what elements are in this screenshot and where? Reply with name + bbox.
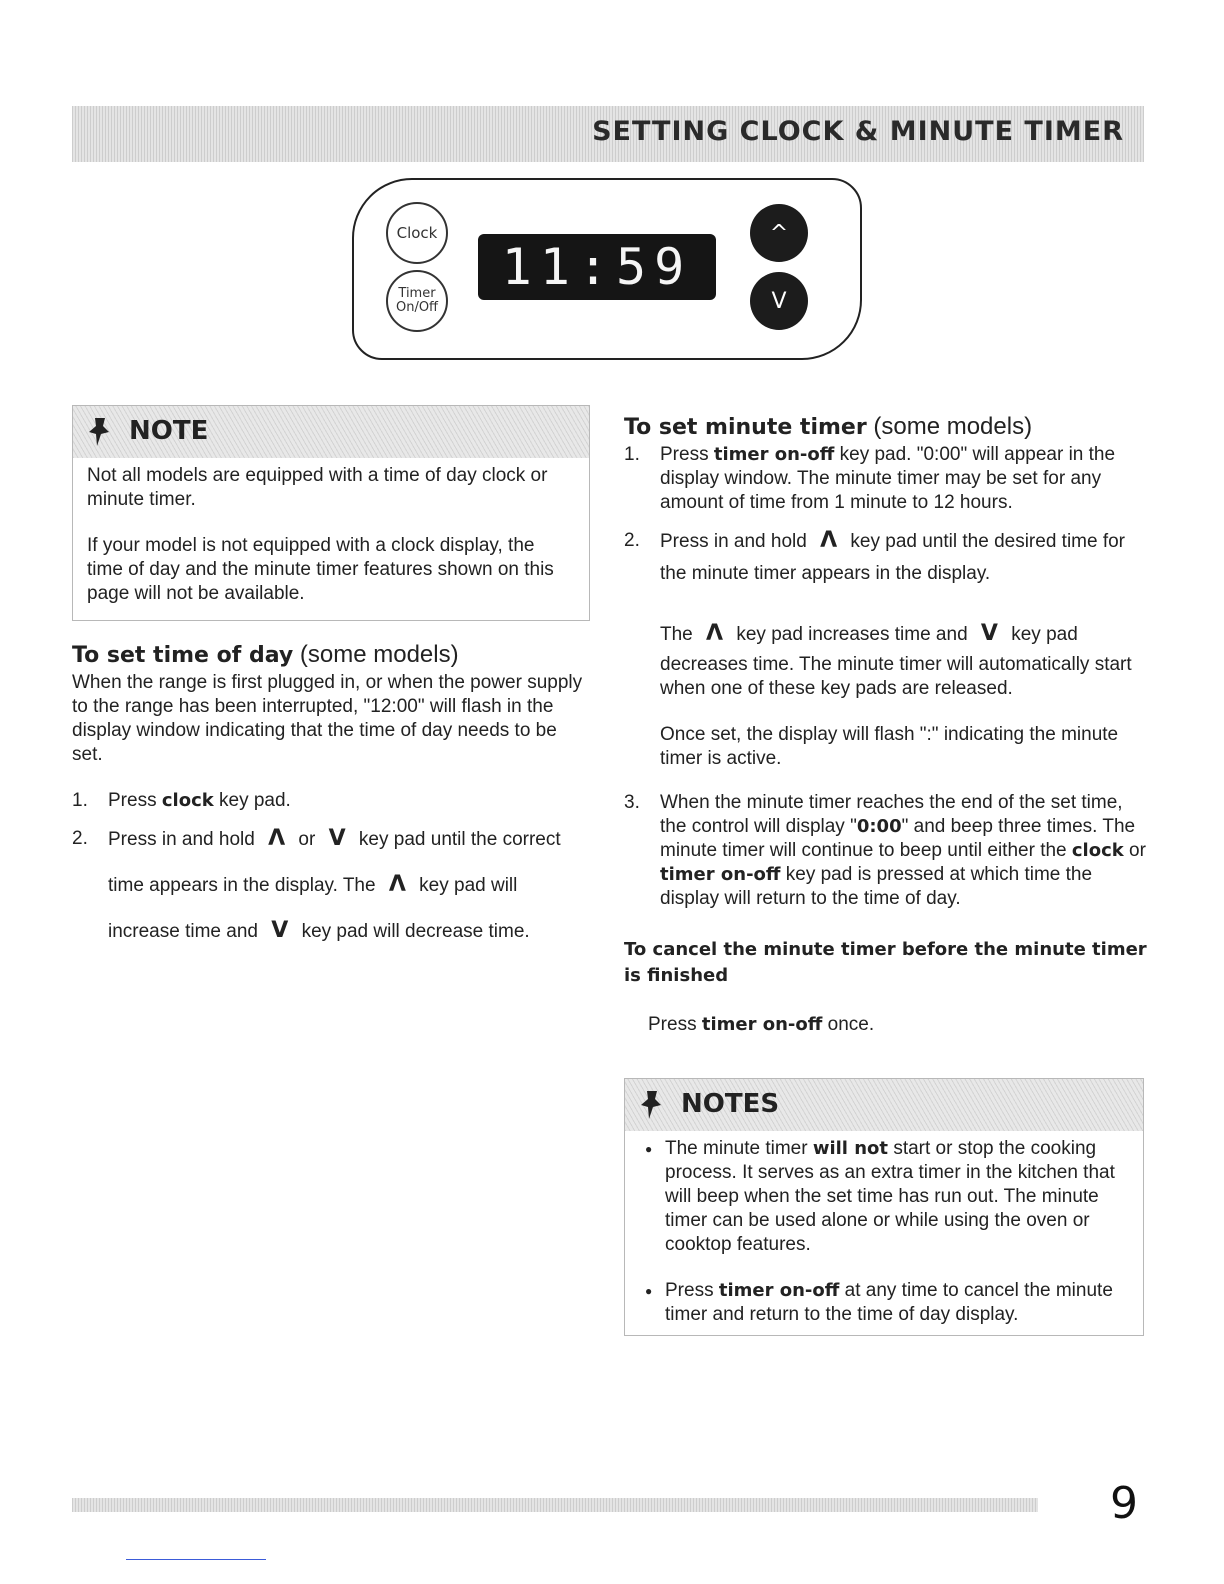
clock-key-label: Clock <box>396 224 438 242</box>
step-text: " and beep three times. The minute timer will continue to beep until either the <box>660 816 1136 861</box>
notes-emphasis: will not <box>812 1138 889 1159</box>
section-header-bar <box>72 106 1144 162</box>
notes-item <box>639 1279 1129 1327</box>
minute-timer-step-3 <box>624 791 1148 911</box>
up-arrow-icon: Λ <box>268 826 286 851</box>
time-of-day-intro: When the range is first plugged in, or when the power supply to the range has been interrupted, "12:00" will flash in the display window indicating that the time of day needs to be set. <box>72 672 583 765</box>
minute-timer-section <box>624 412 1148 1037</box>
note-paragraph: If your model is not equipped with a clock display, the time of day and the minute timer features shown on this page will not be available. <box>87 535 554 604</box>
info-text: key pad <box>1011 624 1078 645</box>
minute-timer-step-1 <box>624 443 1148 515</box>
step-text: key pad. "0:00" will appear in the display window. The minute timer may be set for any amount of time from 1 minute to 12 hours. <box>660 444 1116 513</box>
step-number: 3. <box>624 792 640 813</box>
cancel-timer-instruction <box>624 1013 1148 1037</box>
notes-item <box>639 1137 1129 1257</box>
up-arrow-icon: Λ <box>388 872 406 897</box>
pushpin-icon <box>639 1089 669 1126</box>
time-of-day-subtitle: (some models) <box>299 641 459 668</box>
notes-text: at any time to cancel the minute timer and return to the time of day display. <box>665 1280 1113 1325</box>
down-arrow-icon: V <box>271 918 289 943</box>
step-text: key pad is pressed at which time the display will return to the time of day. <box>660 864 1093 909</box>
notes-label: NOTES <box>681 1089 780 1119</box>
timer-keyword: timer on-off <box>713 444 835 465</box>
step-text: Press <box>660 444 709 465</box>
cancel-timer-heading: To cancel the minute timer before the minute timer is finished <box>624 939 1147 986</box>
time-display: 11:59 <box>478 234 716 300</box>
minute-timer-info <box>624 622 1148 771</box>
time-of-day-step-2 <box>72 827 592 944</box>
notes-text: The minute timer <box>665 1138 808 1159</box>
time-of-day-section <box>72 640 592 944</box>
note-label: NOTE <box>129 416 209 446</box>
minute-timer-subtitle: (some models) <box>873 413 1033 440</box>
timer-key-label-line1: Timer <box>398 286 436 301</box>
minute-timer-heading <box>624 412 1148 443</box>
control-panel-illustration <box>352 178 862 360</box>
info-text: decreases time. The minute timer will automatically start when one of these key pads are released. <box>660 654 1132 699</box>
timer-key-label-line2: On/Off <box>395 300 439 315</box>
page-title: SETTING CLOCK & MINUTE TIMER <box>592 116 1124 147</box>
step-number: 1. <box>624 444 640 465</box>
down-arrow-icon: V <box>328 826 346 851</box>
step-text: or <box>298 829 316 850</box>
step-text: key pad until the desired time for <box>850 531 1126 552</box>
step-text: time appears in the display. The <box>108 875 376 896</box>
down-arrow-icon: V <box>980 621 998 646</box>
step-text: or <box>1129 840 1146 861</box>
step-text: When the minute timer reaches the end of the set time, the control will display " <box>660 792 1123 837</box>
clock-keyword: clock <box>161 790 214 811</box>
notes-box <box>624 1078 1144 1336</box>
display-value: 0:00 <box>856 816 902 837</box>
time-of-day-heading <box>72 640 592 671</box>
info-text: The <box>660 624 693 645</box>
step-text: Press in and hold <box>660 531 807 552</box>
time-of-day-title: To set time of day <box>72 643 294 668</box>
step-number: 2. <box>624 530 640 551</box>
notes-text: start or stop the cooking process. It serves as an extra timer in the kitchen that will beep when the set time has run out. The minute timer can be used alone or while using the oven or cooktop features. <box>665 1138 1115 1255</box>
timer-keyword: timer on-off <box>660 864 781 885</box>
step-text: key pad will decrease time. <box>301 921 530 942</box>
step-text: key pad until the correct <box>358 829 561 850</box>
minute-timer-step-2 <box>624 529 1148 586</box>
note-header <box>73 406 589 458</box>
timer-keyword: timer on-off <box>701 1014 823 1035</box>
step-text: Press <box>108 790 157 811</box>
up-arrow-icon: Λ <box>820 528 838 553</box>
info-text: key pad increases time and <box>736 624 968 645</box>
info-text: Once set, the display will flash ":" indicating the minute timer is active. <box>660 724 1119 769</box>
bullet-icon: ● <box>645 1284 653 1298</box>
note-box <box>72 405 590 621</box>
time-of-day-step-1 <box>72 789 592 813</box>
cancel-text: once. <box>827 1014 875 1035</box>
footer-rule <box>126 1559 266 1560</box>
minute-timer-title: To set minute timer <box>624 415 867 440</box>
note-paragraph: Not all models are equipped with a time of day clock or minute timer. <box>87 465 548 510</box>
pushpin-icon <box>87 416 117 453</box>
step-text: increase time and <box>108 921 258 942</box>
chevron-down-icon: V <box>771 288 787 314</box>
step-text: Press in and hold <box>108 829 255 850</box>
notes-header <box>625 1079 1143 1131</box>
timer-on-off-key <box>386 270 448 332</box>
up-arrow-key <box>750 204 808 262</box>
step-number: 1. <box>72 790 88 811</box>
bullet-icon: ● <box>645 1142 653 1156</box>
note-body <box>73 458 589 614</box>
page-number: 9 <box>1110 1478 1138 1529</box>
timer-keyword: timer on-off <box>718 1280 840 1301</box>
notes-body <box>625 1131 1143 1335</box>
footer-bar <box>72 1498 1038 1512</box>
step-text: the minute timer appears in the display. <box>660 563 991 584</box>
step-text: key pad. <box>219 790 291 811</box>
chevron-up-icon: ^ <box>769 220 789 246</box>
notes-text: Press <box>665 1280 714 1301</box>
down-arrow-key <box>750 272 808 330</box>
up-arrow-icon: Λ <box>706 621 724 646</box>
step-text: key pad will <box>419 875 518 896</box>
step-number: 2. <box>72 828 88 849</box>
clock-keyword: clock <box>1071 840 1124 861</box>
cancel-text: Press <box>648 1014 697 1035</box>
clock-key <box>386 202 448 264</box>
